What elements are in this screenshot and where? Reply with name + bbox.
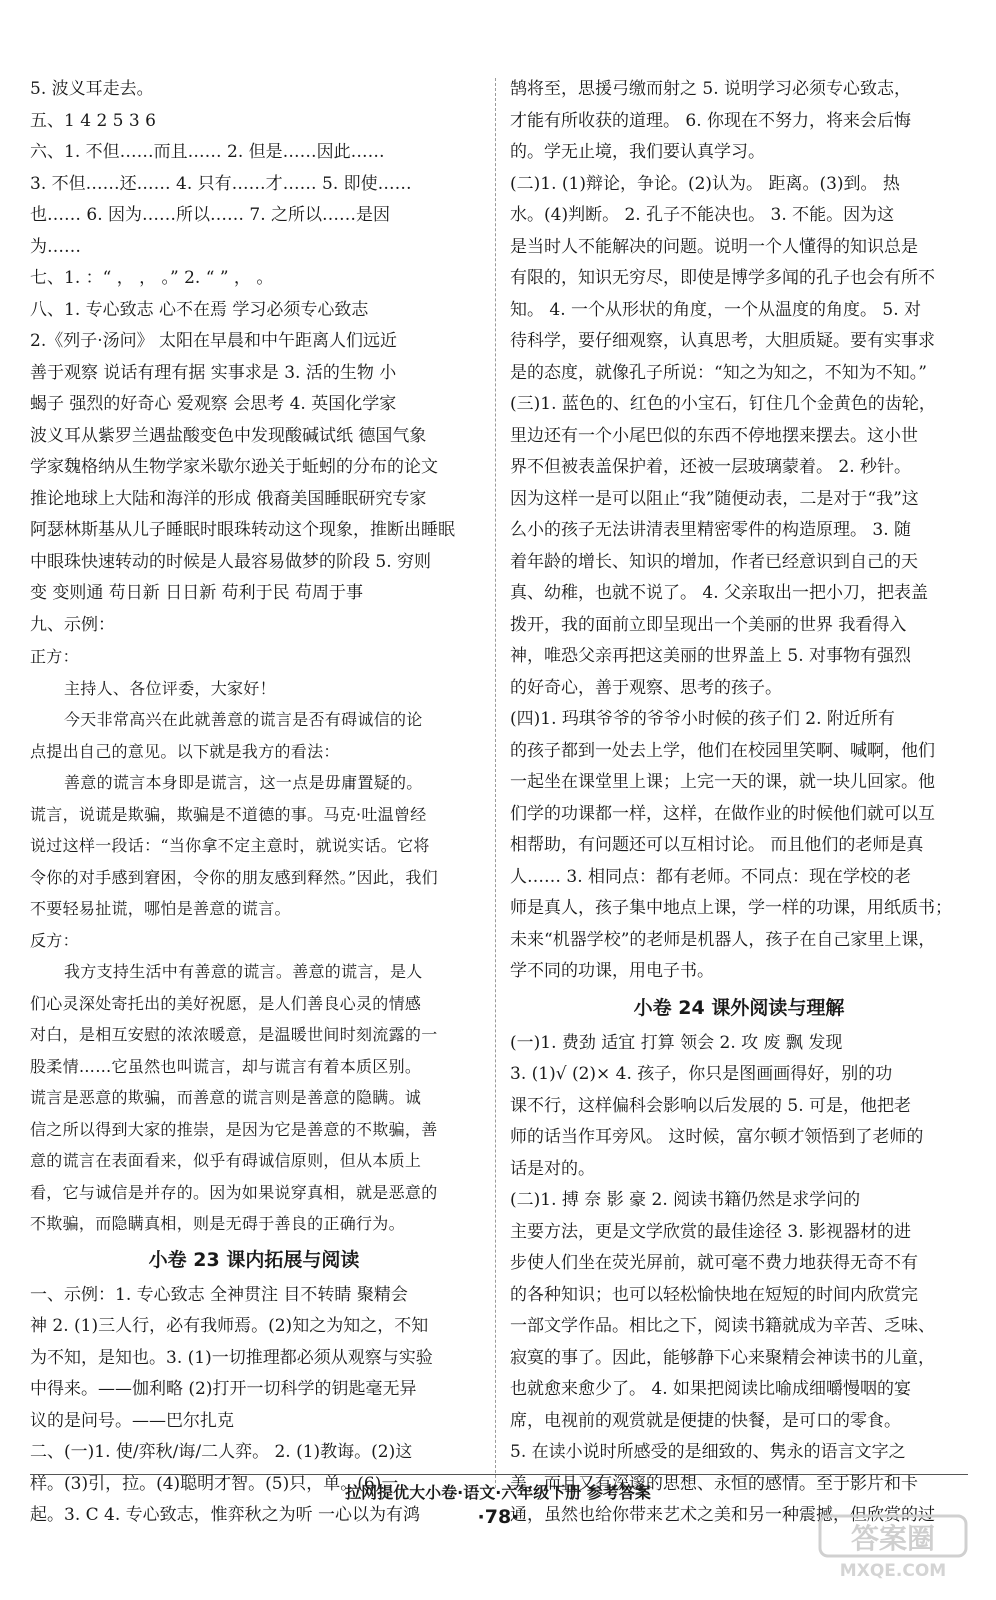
text-line: 人…… 3. 相同点：都有老师。不同点：现在学校的老 <box>510 866 912 887</box>
text-line: 2.《列子·汤问》 太阳在早晨和中午距离人们远近 <box>30 331 398 351</box>
section-title-23: 小卷 23 课内拓展与阅读 <box>148 1248 360 1271</box>
text-line: 蝎子 强烈的好奇心 爱观察 会思考 4. 英国化学家 <box>30 394 397 414</box>
text-line: 课不行，这样偏科会影响以后发展的 5. 可是，他把老 <box>510 1095 912 1116</box>
text-line: 有限的，知识无穷尽，即使是博学多闻的孔子也会有所不 <box>510 268 935 288</box>
text-line: 样。(3)引，拉。(4)聪明才智。(5)只，单。(6)一 <box>30 1473 399 1494</box>
text-line: 议的是问号。——巴尔扎克 <box>30 1410 234 1431</box>
text-line: 的各种知识；也可以轻松愉快地在短短的时间内欣赏完 <box>510 1284 918 1305</box>
text-line: 也…… 6. 因为……所以…… 7. 之所以……是因 <box>30 205 391 225</box>
text-line: 九、示例： <box>30 614 115 635</box>
text-line: 信之所以得到大家的推崇，是因为它是善意的不欺骗，善 <box>30 1119 438 1139</box>
text-line: 未来“机器学校”的老师是机器人，孩子在自己家里上课， <box>510 929 936 950</box>
text-line: 着年龄的增长、知识的增加，作者已经意识到自己的天 <box>510 551 918 572</box>
text-line: 点提出自己的意见。以下就是我方的看法： <box>30 741 340 761</box>
text-line: 谎言是恶意的欺骗，而善意的谎言则是善意的隐瞒。诚 <box>30 1088 422 1107</box>
right-column-lines <box>510 74 968 988</box>
text-line: 才能有所收获的道理。 6. 你现在不努力，将来会后悔 <box>510 110 912 131</box>
text-line: 真、幼稚，也就不说了。 4. 父亲取出一把小刀，把表盖 <box>510 583 929 603</box>
text-line: 阿瑟林斯基从儿子睡眠时眼珠转动这个现象，推断出睡眠 <box>30 520 455 540</box>
text-line: 意的谎言在表面看来，似乎有碍诚信原则，但从本质上 <box>30 1151 422 1170</box>
text-line: 3. (1)√ (2)× 4. 孩子，你只是图画画得好，别的功 <box>510 1064 893 1084</box>
text-line: 也就愈来愈少了。 4. 如果把阅读比喻成细嚼慢咽的宴 <box>510 1379 912 1399</box>
text-line: 不欺骗，而隐瞒真相，则是无碍于善良的正确行为。 <box>30 1214 405 1233</box>
text-line: 寂寞的事了。因此，能够静下心来聚精会神读书的儿童， <box>510 1347 935 1368</box>
text-line: 是当时人不能解决的问题。说明一个人懂得的知识总是 <box>510 236 918 257</box>
text-line: 神 2. (1)三人行，必有我师焉。(2)知之为知之，不知 <box>30 1316 429 1336</box>
footer-rule <box>30 1474 968 1475</box>
text-line: 说过这样一段话：“当你拿不定主意时，就说实话。它将 <box>30 836 430 855</box>
text-line: 令你的对手感到窘困，令你的朋友感到释然。”因此，我们 <box>30 867 438 887</box>
text-line: 5. 波义耳走去。 <box>30 79 154 99</box>
text-line: 们学的功课都一样，这样，在做作业的时候他们就可以互 <box>510 803 935 824</box>
text-line: 里边还有一个小尾巴似的东西不停地摆来摆去。这小世 <box>510 425 918 446</box>
text-line: 变 变则通 苟日新 日日新 苟利于民 苟周于事 <box>30 583 364 603</box>
right-column <box>510 74 968 1532</box>
text-line: 善意的谎言本身即是谎言，这一点是毋庸置疑的。 <box>64 773 423 792</box>
text-line: 一、示例：1. 专心致志 全神贯注 目不转睛 聚精会 <box>30 1284 408 1305</box>
text-line: 因为这样一是可以阻止“我”随便动表，二是对于“我”这 <box>510 488 919 509</box>
text-line: 主要方法，更是文学欣赏的最佳途径 3. 影视器材的进 <box>510 1221 912 1242</box>
text-line: (三)1. 蓝色的、红色的小宝石，钉住几个金黄色的齿轮， <box>510 394 936 414</box>
column-divider <box>495 78 496 1488</box>
text-line: 善于观察 说话有理有据 实事求是 3. 活的生物 小 <box>30 362 397 383</box>
text-line: 推论地球上大陆和海洋的形成 俄裔美国睡眠研究专家 <box>30 488 427 509</box>
text-line: 学家魏格纳从生物学家米歇尔逊关于蚯蚓的分布的论文 <box>30 457 438 477</box>
text-line: 一部文学作品。相比之下，阅读书籍就成为辛苦、乏味、 <box>510 1316 935 1336</box>
text-line: 我方支持生活中有善意的谎言。善意的谎言，是人 <box>64 962 423 981</box>
text-line: 相帮助，有问题还可以互相讨论。 而且他们的老师是真 <box>510 835 924 855</box>
text-line: 为不知，是知也。3. (1)一切推理都必须从观察与实验 <box>30 1347 433 1368</box>
text-line: 波义耳从紫罗兰遇盐酸变色中发现酸碱试纸 德国气象 <box>30 425 427 446</box>
watermark-icon <box>818 1512 968 1582</box>
text-line: 谎言，说谎是欺骗，欺骗是不道德的事。马克·吐温曾经 <box>30 804 427 824</box>
left-column-lines <box>30 74 478 1240</box>
text-line: 六、1. 不但……而且…… 2. 但是……因此…… <box>30 142 385 162</box>
section-title-24: 小卷 24 课外阅读与理解 <box>633 996 845 1019</box>
text-line: 今天非常高兴在此就善意的谎言是否有碍诚信的论 <box>64 710 423 729</box>
text-line: 起。3. C 4. 专心致志，惟弈秋之为听 一心以为有鸿 <box>30 1505 421 1525</box>
text-line: 3. 不但……还…… 4. 只有……才…… 5. 即使…… <box>30 173 412 194</box>
text-line: 师是真人，孩子集中地点上课，学一样的功课，用纸质书； <box>510 898 952 918</box>
text-line: 为…… <box>30 236 81 257</box>
text-line: 么小的孩子无法讲清表里精密零件的构造原理。 3. 随 <box>510 520 912 540</box>
text-line: 们心灵深处寄托出的美好祝愿，是人们善良心灵的情感 <box>30 993 422 1013</box>
text-line: 知。 4. 一个从形状的角度，一个从温度的角度。 5. 对 <box>510 299 922 320</box>
text-line: 拨开，我的面前立即呈现出一个美丽的世界 我看得入 <box>510 614 907 635</box>
watermark-logo <box>818 1512 968 1582</box>
text-line: 师的话当作耳旁风。 这时候，富尔顿才领悟到了老师的 <box>510 1127 924 1147</box>
text-line: 美，而且又有深邃的思想、永恒的感情。至于影片和卡 <box>510 1473 918 1494</box>
text-line: 中眼珠快速转动的时候是人最容易做梦的阶段 5. 穷则 <box>30 551 432 572</box>
text-line: 主持人、各位评委，大家好！ <box>64 678 276 698</box>
text-line: 界不但被表盖保护着，还被一层玻璃蒙着。 2. 秒针。 <box>510 457 912 477</box>
text-line: 五、1 4 2 5 3 6 <box>30 110 156 131</box>
text-line: (四)1. 玛琪爷爷的爷爷小时候的孩子们 2. 附近所有 <box>510 709 895 729</box>
text-line: 对白，是相互安慰的浓浓暖意，是温暖世间时刻流露的一 <box>30 1025 438 1044</box>
text-line: 的。学无止境，我们要认真学习。 <box>510 142 765 162</box>
text-line: 待科学，要仔细观察，认真思考，大胆质疑。要有实事求 <box>510 331 935 351</box>
text-line: 话是对的。 <box>510 1158 595 1179</box>
text-line: 步使人们坐在荧光屏前，就可毫不费力地获得无奇不有 <box>510 1253 918 1273</box>
text-line: (一)1. 费劲 适宜 打算 领会 2. 攻 废 飘 发现 <box>510 1032 843 1053</box>
text-line: 反方： <box>30 930 79 950</box>
text-line: 股柔情……它虽然也叫谎言，却与谎言有着本质区别。 <box>30 1056 422 1076</box>
watermark-text-bottom: MXQE.COM <box>839 1561 947 1581</box>
text-line: 不要轻易扯谎，哪怕是善意的谎言。 <box>30 899 291 918</box>
watermark-text-top: 答案圈 <box>850 1522 936 1555</box>
text-line: 通，虽然也给你带来艺术之美和另一种震撼，但欣赏的过 <box>510 1505 935 1525</box>
text-line: 的好奇心，善于观察、思考的孩子。 <box>510 677 782 698</box>
text-line: 席，电视前的观赏就是便捷的快餐，是可口的零食。 <box>510 1410 901 1431</box>
text-line: 是的态度，就像孔子所说：“知之为知之，不知为不知。” <box>510 362 927 383</box>
text-line: 鹄将至，思援弓缴而射之 5. 说明学习必须专心致志， <box>510 79 912 99</box>
page-number: ·78· <box>477 1506 519 1528</box>
text-line: 5. 在读小说时所感受的是细致的、隽永的语言文字之 <box>510 1442 906 1462</box>
text-line: 一起坐在课堂里上课；上完一天的课，就一块儿回家。他 <box>510 772 935 792</box>
text-line: 正方： <box>30 647 79 666</box>
text-line: (二)1. 搏 奈 影 豪 2. 阅读书籍仍然是求学问的 <box>510 1190 861 1210</box>
left-column <box>30 74 478 1532</box>
text-line: 水。(4)判断。 2. 孔子不能决也。 3. 不能。因为这 <box>510 205 895 225</box>
text-line: 八、1. 专心致志 心不在焉 学习必须专心致志 <box>30 299 369 320</box>
text-line: 学不同的功课，用电子书。 <box>510 961 714 981</box>
text-line: 神，唯恐父亲再把这美丽的世界盖上 5. 对事物有强烈 <box>510 646 912 666</box>
text-line: 二、(一)1. 使/弈秋/诲/二人弈。 2. (1)教诲。(2)这 <box>30 1442 413 1462</box>
text-line: 的孩子都到一处去上学，他们在校园里笑啊、喊啊，他们 <box>510 740 935 761</box>
text-line: 看，它与诚信是并存的。因为如果说穿真相，就是恶意的 <box>30 1182 438 1202</box>
footer-title: 拉网提优大小卷·语文·六年级下册 参考答案 <box>345 1483 651 1502</box>
right-column-after-lines <box>510 1028 968 1532</box>
text-line: 七、1. ：“ ， ， 。” 2. “ ” ， 。 <box>30 268 274 288</box>
text-line: (二)1. (1)辩论，争论。(2)认为。 距离。(3)到。 热 <box>510 173 900 194</box>
text-line: 中得来。——伽利略 (2)打开一切科学的钥匙毫无异 <box>30 1379 417 1399</box>
